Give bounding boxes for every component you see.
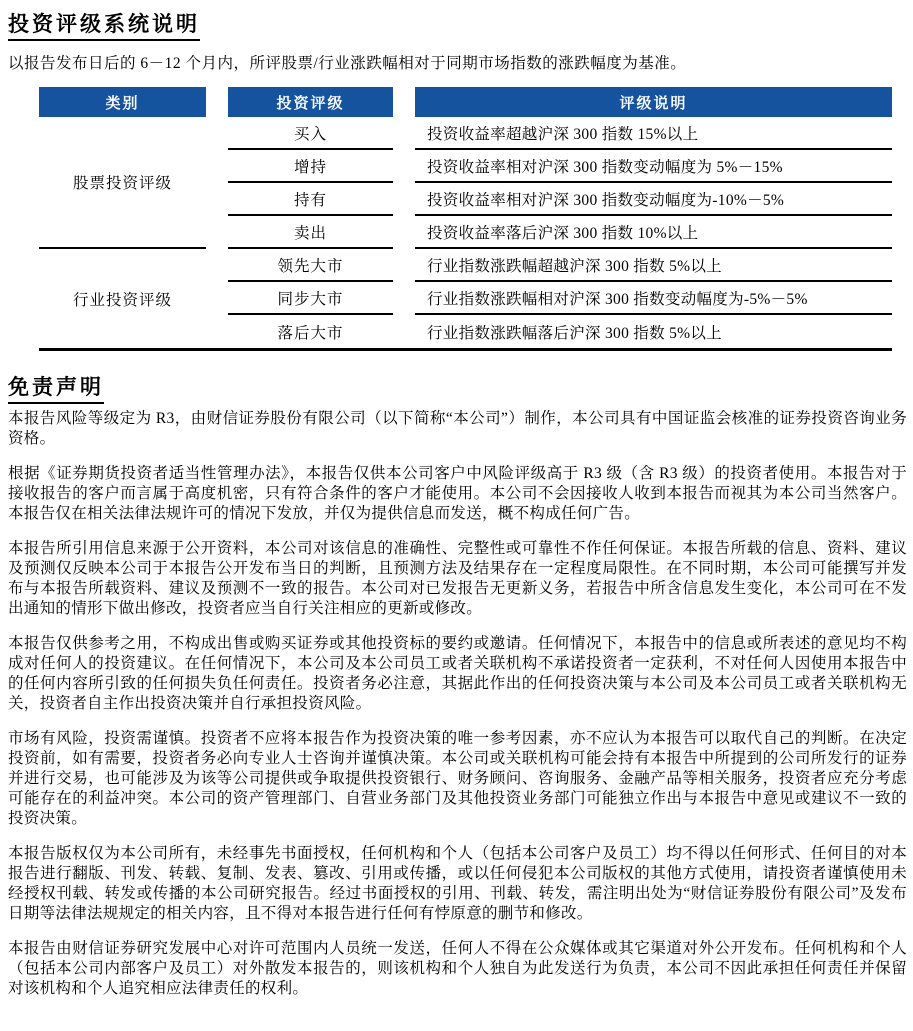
disclaimer-title: 免责声明 xyxy=(8,371,104,404)
rating-cell-buy: 买入 xyxy=(228,117,393,150)
rating-cell-hold: 持有 xyxy=(228,183,393,216)
rating-cell-underperform: 落后大市 xyxy=(277,324,344,342)
rating-cell-overweight: 增持 xyxy=(228,150,393,183)
table-header-category: 类别 xyxy=(39,87,206,117)
rating-benchmark-intro: 以报告发布日后的 6－12 个月内，所评股票/行业涨跌幅相对于同期市场指数的涨跌幅度为基准。 xyxy=(8,55,687,72)
disclaimer-paragraph-distribution: 本报告由财信证券研究发展中心对许可范围内人员统一发送，任何人不得在公众媒体或其它渠道对外公开发布。任何机构和个人（包括本公司内部客户及员工）对外散发本报告的，则该机构和个人独自为此发送行为负责，本公司不因此承担任何责任并保留对该机构和个人追究相应法律责任的权利。 xyxy=(8,940,907,997)
disclaimer-paragraph-copyright: 本报告版权仅为本公司所有，未经事先书面授权，任何机构和个人（包括本公司客户及员工）均不得以任何形式、任何目的对本报告进行翻版、刊发、转载、复制、发表、篡改、引用或传播，或以任何侵犯本公司版权的其他方式使用，请投资者谨慎使用未经授权刊载、转发或传播的本公司研究报告。经过书面授权的引用、刊载、转发，需注明出处为“财信证券股份有限公司”及发布日期等法律法规规定的相关内容，且不得对本报告进行任何有悖原意的删节和修改。 xyxy=(8,845,907,922)
table-header-rating: 投资评级 xyxy=(228,87,393,117)
disclaimer-paragraph-risk-level: 本报告风险等级定为 R3，由财信证券股份有限公司（以下简称“本公司”）制作，本公司具有中国证监会核准的证券投资咨询业务资格。 xyxy=(8,410,907,447)
disclaimer-paragraph-information-source: 本报告所引用信息来源于公开资料，本公司对该信息的准确性、完整性或可靠性不作任何保证。本报告所载的信息、资料、建议及预测仅反映本公司于本报告公开发布当日的判断，且预测方法及结果存在一定程度局限性。在不同时期，本公司可能撰写并发布与本报告所载资料、建议及预测不一致的报告。本公司对已发报告无更新义务，若报告中所含信息发生变化，本公司可在不发出通知的情形下做出修改，投资者应当自行关注相应的更新或修改。 xyxy=(8,540,907,617)
disclaimer-paragraph-suitability: 根据《证券期货投资者适当性管理办法》，本报告仅供本公司客户中风险评级高于 R3 级（含 R3 级）的投资者使用。本报告对于接收报告的客户而言属于高度机密，只有符合条件的客户才能使用。本公司不会因接收人收到本报告而视其为本公司当然客户。本报告仅在相关法律法规许可的情况下发放，并仅为提供信息而发送，概不构成任何广告。 xyxy=(8,465,907,522)
category-cell-stock-rating: 股票投资评级 xyxy=(39,117,206,249)
rating-cell-sell: 卖出 xyxy=(228,216,393,249)
desc-cell-hold: 投资收益率相对沪深 300 指数变动幅度为-10%－5% xyxy=(415,183,892,216)
table-header-description: 评级说明 xyxy=(415,87,892,117)
desc-cell-buy: 投资收益率超越沪深 300 指数 15%以上 xyxy=(415,117,892,150)
category-cell-industry-rating: 行业投资评级 xyxy=(72,291,172,309)
rating-cell-outperform: 领先大市 xyxy=(228,249,393,282)
desc-cell-sell: 投资收益率落后沪深 300 指数 10%以上 xyxy=(415,216,892,249)
desc-cell-outperform: 行业指数涨跌幅超越沪深 300 指数 5%以上 xyxy=(415,249,892,282)
rating-section-title: 投资评级系统说明 xyxy=(8,8,200,41)
disclaimer-paragraph-reference-only: 本报告仅供参考之用，不构成出售或购买证券或其他投资标的要约或邀请。任何情况下，本报告中的信息或所表述的意见均不构成对任何人的投资建议。在任何情况下，本公司及本公司员工或者关联机构不承诺投资者一定获利，不对任何人因使用本报告中的任何内容所引致的任何损失负任何责任。投资者务必注意，其据此作出的任何投资决策与本公司及本公司员工或者关联机构无关，投资者自主作出投资决策并自行承担投资风险。 xyxy=(8,635,907,712)
disclaimer-paragraph-market-risk: 市场有风险，投资需谨慎。投资者不应将本报告作为投资决策的唯一参考因素，亦不应认为本报告可以取代自己的判断。在决定投资前，如有需要，投资者务必向专业人士咨询并谨慎决策。本公司或关联机构可能会持有本报告中所提到的公司所发行的证券并进行交易，也可能涉及为该等公司提供或争取提供投资银行、财务顾问、咨询服务、金融产品等相关服务，投资者应充分考虑可能存在的利益冲突。本公司的资产管理部门、自营业务部门及其他投资业务部门可能独立作出与本报告中意见或建议不一致的投资决策。 xyxy=(8,730,907,827)
desc-cell-overweight: 投资收益率相对沪深 300 指数变动幅度为 5%－15% xyxy=(415,150,892,183)
rating-table xyxy=(39,87,892,351)
rating-cell-inline: 同步大市 xyxy=(228,282,393,315)
desc-cell-underperform: 行业指数涨跌幅落后沪深 300 指数 5%以上 xyxy=(427,324,722,342)
desc-cell-inline: 行业指数涨跌幅相对沪深 300 指数变动幅度为-5%－5% xyxy=(415,282,892,315)
